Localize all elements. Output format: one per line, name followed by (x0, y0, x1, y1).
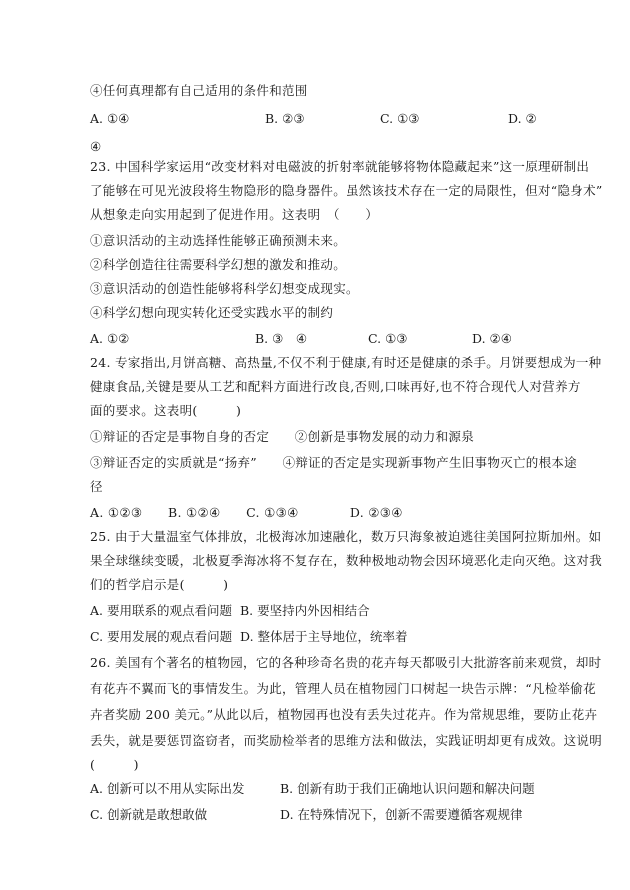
q23-statement-4: ④科学幻想向现实转化还受实践水平的制约 (90, 305, 334, 320)
q26-choice-b: B. 创新有助于我们正确地认识问题和解决问题 (280, 781, 535, 796)
q23-stem-line-3: 从想象走向实用起到了促进作用。这表明 （ ） (90, 207, 379, 222)
q23-statement-1: ①意识活动的主动选择性能够正确预测未来。 (90, 233, 347, 248)
q26-stem-line-5: ( ) (90, 757, 139, 772)
q23-choice-d: D. ②④ (472, 331, 512, 346)
q26-choice-c: C. 创新就是敢想敢做 (90, 807, 208, 822)
q26-choice-a: A. 创新可以不用从实际出发 (90, 781, 245, 796)
q24-statements-1-2: ①辩证的否定是事物自身的否定 ②创新是事物发展的动力和源泉 (90, 429, 475, 444)
q24-stem-line-1: 24. 专家指出,月饼高糖、高热量,不仅不利于健康,有时还是健康的杀手。月饼要想成为一种 (90, 355, 602, 370)
q25-choice-a: A. 要用联系的观点看问题 (90, 603, 232, 618)
q22-choice-a: A. ①④ (90, 111, 130, 126)
q23-statement-3: ③意识活动的创造性能够将科学幻想变成现实。 (90, 281, 359, 296)
q24-statements-3-4: ③辩证否定的实质就是“扬弃” ④辩证的否定是实现新事物产生旧事物灭亡的根本途 (90, 455, 577, 470)
q23-stem-line-1: 23. 中国科学家运用“改变材料对电磁波的折射率就能够将物体隐藏起来”这一原理研制出 (90, 159, 590, 174)
q22-option-4: ④任何真理都有自己适用的条件和范围 (90, 83, 308, 98)
q25-stem-line-3: 们的哲学启示是( ) (90, 577, 229, 592)
q22-choice-d: D. ② (508, 111, 537, 126)
q26-stem-line-3: 卉者奖励 200 美元。”从此以后，植物园再也没有丢失过花卉。作为常规思维，要防止花卉 (90, 707, 598, 722)
q23-choice-c: C. ①③ (368, 331, 408, 346)
q22-choice-c: C. ①③ (380, 111, 420, 126)
q23-statement-2: ②科学创造往往需要科学幻想的激发和推动。 (90, 257, 347, 272)
q23-choice-a: A. ①② (90, 331, 130, 346)
q23-stem-line-2: 了能够在可见光波段将生物隐形的隐身器件。虽然该技术存在一定的局限性，但对“隐身术” (90, 183, 603, 198)
q24-stem-line-3: 面的要求。这表明( ) (90, 403, 242, 418)
q25-choice-d: D. 整体居于主导地位，统率着 (240, 629, 408, 644)
q26-stem-line-2: 有花卉不翼而飞的事情发生。为此，管理人员在植物园门口树起一块告示牌：“凡检举偷花 (90, 681, 596, 696)
q22-choice-d-continued: ④ (90, 139, 102, 154)
q25-stem-line-2: 果全球继续变暖，北极夏季海冰将不复存在，数种极地动物会因环境恶化走向灭绝。这对我 (90, 553, 603, 568)
q24-stem-line-2: 健康食品,关键是要从工艺和配料方面进行改良,否则,口味再好,也不符合现代人对营养方 (90, 379, 581, 394)
q22-choice-b: B. ②③ (265, 111, 305, 126)
q26-stem-line-4: 丢失，就是要惩罚盗窃者，而奖励检举者的思维方法和做法，实践证明却更有成效。这说明 (90, 733, 603, 748)
q25-stem-line-1: 25. 由于大量温室气体排放，北极海冰加速融化，数万只海象被迫逃往美国阿拉斯加州。如 (90, 529, 602, 544)
q24-statements-continued: 径 (90, 479, 103, 494)
q24-choices: A. ①②③ B. ①②④ C. ①③④ D. ②③④ (90, 505, 403, 520)
q25-choice-c: C. 要用发展的观点看问题 (90, 629, 233, 644)
q23-choice-b: B. ③ ④ (255, 331, 308, 346)
q26-stem-line-1: 26. 美国有个著名的植物园，它的各种珍奇名贵的花卉每天都吸引大批游客前来观赏，却时 (90, 655, 602, 670)
q26-choice-d: D. 在特殊情况下，创新不需要遵循客观规律 (280, 807, 523, 822)
q25-choice-b: B. 要坚持内外因相结合 (240, 603, 370, 618)
